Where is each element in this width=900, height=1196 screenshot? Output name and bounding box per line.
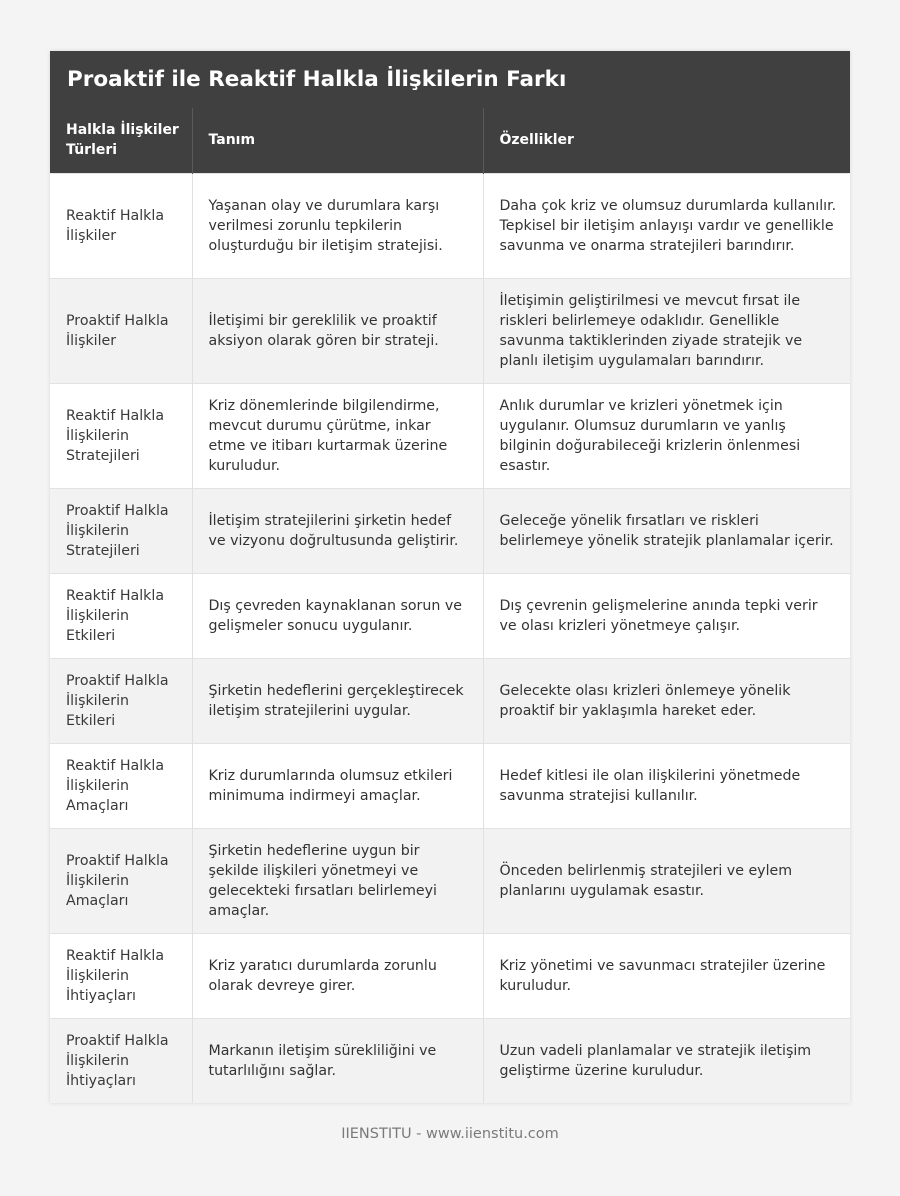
definition-cell: Markanın iletişim sürekliliğini ve tutarlılığını sağlar. <box>192 1018 483 1103</box>
table-row <box>50 933 850 1018</box>
type-cell: Reaktif Halkla İlişkilerin Amaçları <box>50 743 192 828</box>
features-cell: Gelecekte olası krizleri önlemeye yönelik proaktif bir yaklaşımla hareket eder. <box>483 658 850 743</box>
table-row <box>50 658 850 743</box>
type-cell: Proaktif Halkla İlişkilerin Amaçları <box>50 828 192 933</box>
features-cell: Anlık durumlar ve krizleri yönetmek için uygulanır. Olumsuz durumların ve yanlış bilginin doğurabileceği krizlerin önlenmesi esastır. <box>483 383 850 488</box>
type-cell: Reaktif Halkla İlişkilerin Etkileri <box>50 573 192 658</box>
header-row <box>50 108 850 173</box>
comparison-card <box>50 51 850 1103</box>
header-features: Özellikler <box>483 108 850 173</box>
definition-cell: Kriz yaratıcı durumlarda zorunlu olarak devreye girer. <box>192 933 483 1018</box>
type-cell: Reaktif Halkla İlişkilerin Stratejileri <box>50 383 192 488</box>
type-cell: Proaktif Halkla İlişkilerin Etkileri <box>50 658 192 743</box>
definition-cell: Yaşanan olay ve durumlara karşı verilmesi zorunlu tepkilerin oluşturduğu bir iletişim stratejisi. <box>192 173 483 278</box>
footer-credit: IIENSTITU - www.iienstitu.com <box>341 1126 559 1142</box>
definition-cell: İletişim stratejilerini şirketin hedef ve vizyonu doğrultusunda geliştirir. <box>192 488 483 573</box>
table-row <box>50 278 850 383</box>
definition-cell: Kriz dönemlerinde bilgilendirme, mevcut durumu çürütme, inkar etme ve itibarı kurtarmak üzerine kuruludur. <box>192 383 483 488</box>
table-row <box>50 743 850 828</box>
page-title: Proaktif ile Reaktif Halkla İlişkilerin Farkı <box>67 67 567 92</box>
features-cell: Hedef kitlesi ile olan ilişkilerini yönetmede savunma stratejisi kullanılır. <box>483 743 850 828</box>
definition-cell: İletişimi bir gereklilik ve proaktif aksiyon olarak gören bir strateji. <box>192 278 483 383</box>
type-cell: Proaktif Halkla İlişkilerin Stratejileri <box>50 488 192 573</box>
table-header <box>50 108 850 173</box>
header-types: Halkla İlişkiler Türleri <box>66 122 179 159</box>
table-row <box>50 828 850 933</box>
table-row <box>50 1018 850 1103</box>
type-cell: Proaktif Halkla İlişkilerin İhtiyaçları <box>50 1018 192 1103</box>
table-row <box>50 488 850 573</box>
table-row <box>50 573 850 658</box>
features-cell: Dış çevrenin gelişmelerine anında tepki verir ve olası krizleri yönetmeye çalışır. <box>483 573 850 658</box>
definition-cell: Şirketin hedeflerine uygun bir şekilde ilişkileri yönetmeyi ve gelecekteki fırsatları belirlemeyi amaçlar. <box>192 828 483 933</box>
table-body <box>50 173 850 1103</box>
features-cell: Uzun vadeli planlamalar ve stratejik iletişim geliştirme üzerine kuruludur. <box>483 1018 850 1103</box>
definition-cell: Kriz durumlarında olumsuz etkileri minimuma indirmeyi amaçlar. <box>192 743 483 828</box>
comparison-table <box>50 108 850 1103</box>
features-cell: Önceden belirlenmiş stratejileri ve eylem planlarını uygulamak esastır. <box>483 828 850 933</box>
table-row <box>50 173 850 278</box>
features-cell: Geleceğe yönelik fırsatları ve riskleri belirlemeye yönelik stratejik planlamalar içerir. <box>483 488 850 573</box>
type-cell: Proaktif Halkla İlişkiler <box>50 278 192 383</box>
type-cell: Reaktif Halkla İlişkilerin İhtiyaçları <box>50 933 192 1018</box>
header-definition: Tanım <box>192 108 483 173</box>
type-cell: Reaktif Halkla İlişkiler <box>50 173 192 278</box>
features-cell: Kriz yönetimi ve savunmacı stratejiler üzerine kuruludur. <box>483 933 850 1018</box>
title-bar <box>50 51 850 108</box>
definition-cell: Şirketin hedeflerini gerçekleştirecek iletişim stratejilerini uygular. <box>192 658 483 743</box>
features-cell: İletişimin geliştirilmesi ve mevcut fırsat ile riskleri belirlemeye odaklıdır. Genellikle savunma taktiklerinden ziyade stratejik ve planlı iletişim uygulamaları barındırır. <box>483 278 850 383</box>
table-row <box>50 383 850 488</box>
features-cell: Daha çok kriz ve olumsuz durumlarda kullanılır. Tepkisel bir iletişim anlayışı vardır ve genellikle savunma ve onarma stratejileri barındırır. <box>483 173 850 278</box>
definition-cell: Dış çevreden kaynaklanan sorun ve gelişmeler sonucu uygulanır. <box>192 573 483 658</box>
